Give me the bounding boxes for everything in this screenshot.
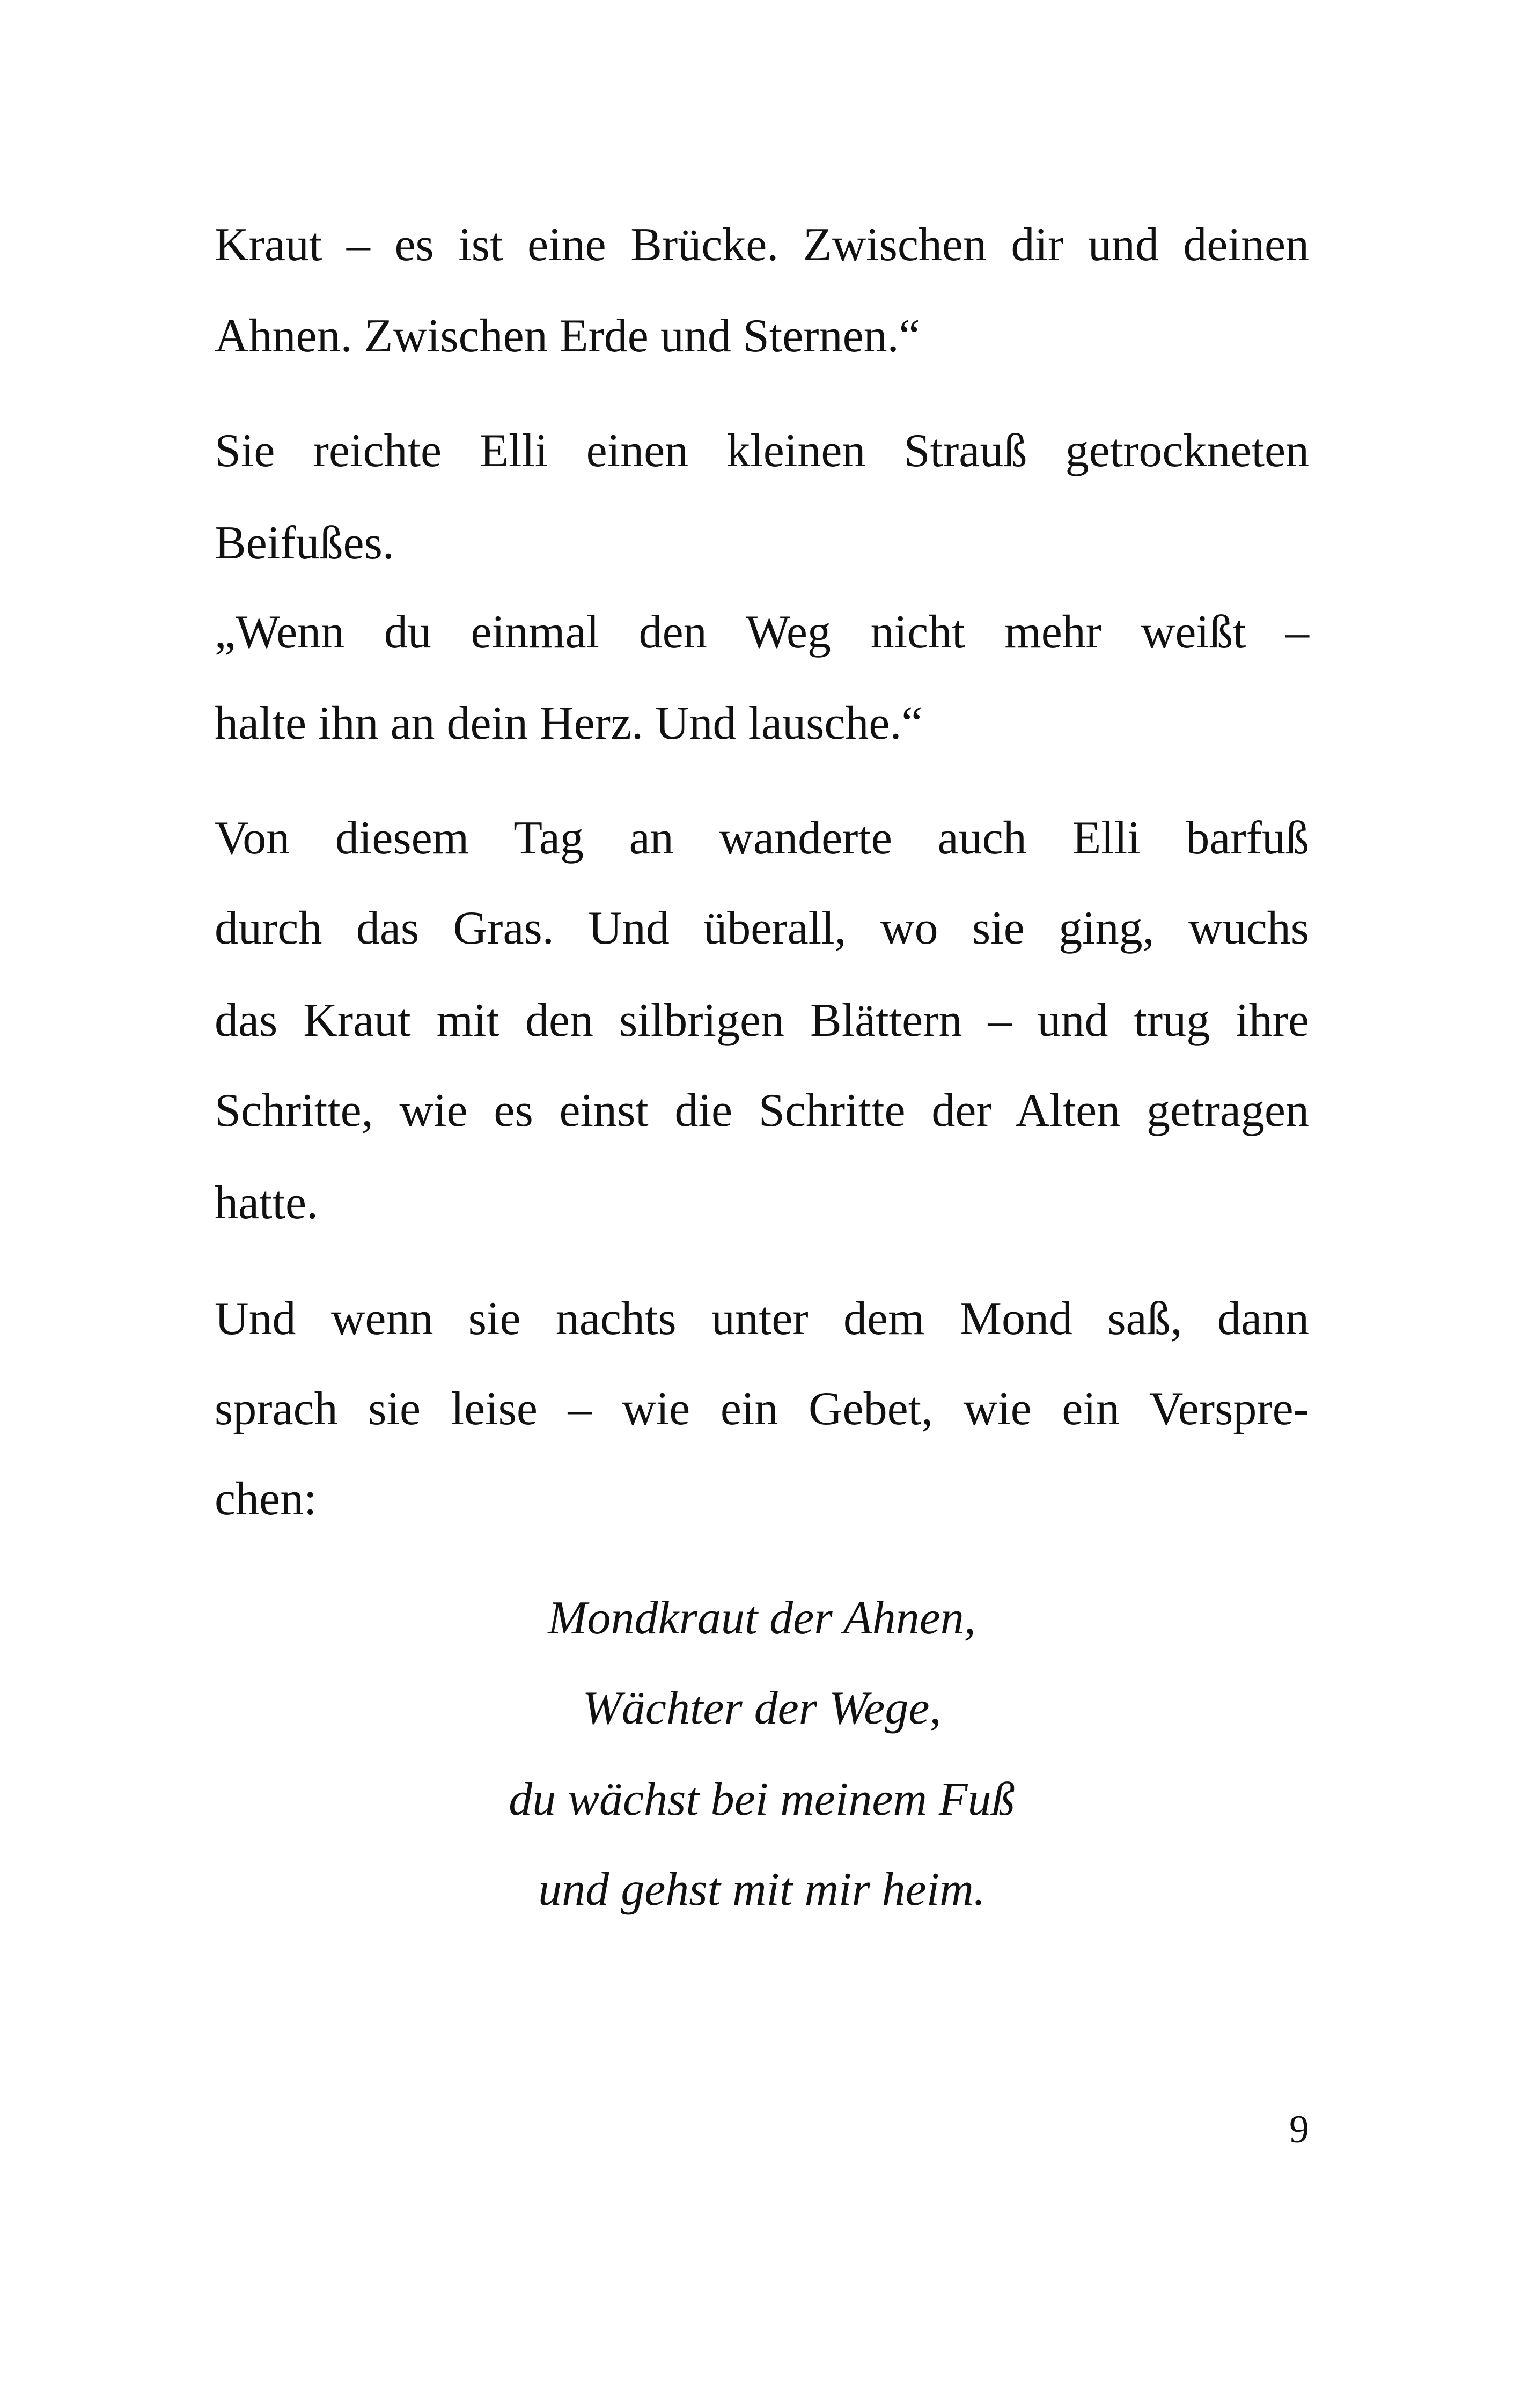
paragraph-3-line-4: Schritte, wie es einst die Schritte der Alten getragen: [215, 1085, 1309, 1137]
paragraph-4-line-3: chen:: [215, 1473, 317, 1525]
paragraph-1-line-1: Kraut – es ist eine Brücke. Zwischen dir und deinen: [215, 219, 1309, 271]
paragraph-2-line-4: halte ihn an dein Herz. Und lausche.“: [215, 697, 923, 749]
paragraph-3-line-5: hatte.: [215, 1177, 319, 1229]
paragraph-4-line-1: Und wenn sie nachts unter dem Mond saß, dann: [215, 1293, 1309, 1345]
page-number: 9: [1289, 2108, 1309, 2152]
verse-line-3: du wächst bei meinem Fuß: [509, 1773, 1015, 1825]
verse-line-4: und gehst mit mir heim.: [538, 1864, 986, 1916]
verse-line-2: Wächter der Wege,: [582, 1682, 942, 1734]
paragraph-3-line-3: das Kraut mit den silbrigen Blättern – und trug ihre: [215, 995, 1309, 1047]
paragraph-2-line-1: Sie reichte Elli einen kleinen Strauß getrockneten: [215, 425, 1309, 477]
paragraph-3-line-2: durch das Gras. Und überall, wo sie ging, wuchs: [215, 902, 1309, 954]
verse-line-1: Mondkraut der Ahnen,: [548, 1592, 976, 1644]
paragraph-2-line-3: „Wenn du einmal den Weg nicht mehr weißt –: [215, 606, 1309, 658]
paragraph-4-line-2: sprach sie leise – wie ein Gebet, wie ein Verspre-: [215, 1383, 1309, 1435]
paragraph-3-line-1: Von diesem Tag an wanderte auch Elli barfuß: [215, 812, 1309, 864]
paragraph-1-line-2: Ahnen. Zwischen Erde und Sternen.“: [215, 310, 920, 362]
paragraph-2-line-2: Beifußes.: [215, 517, 394, 569]
